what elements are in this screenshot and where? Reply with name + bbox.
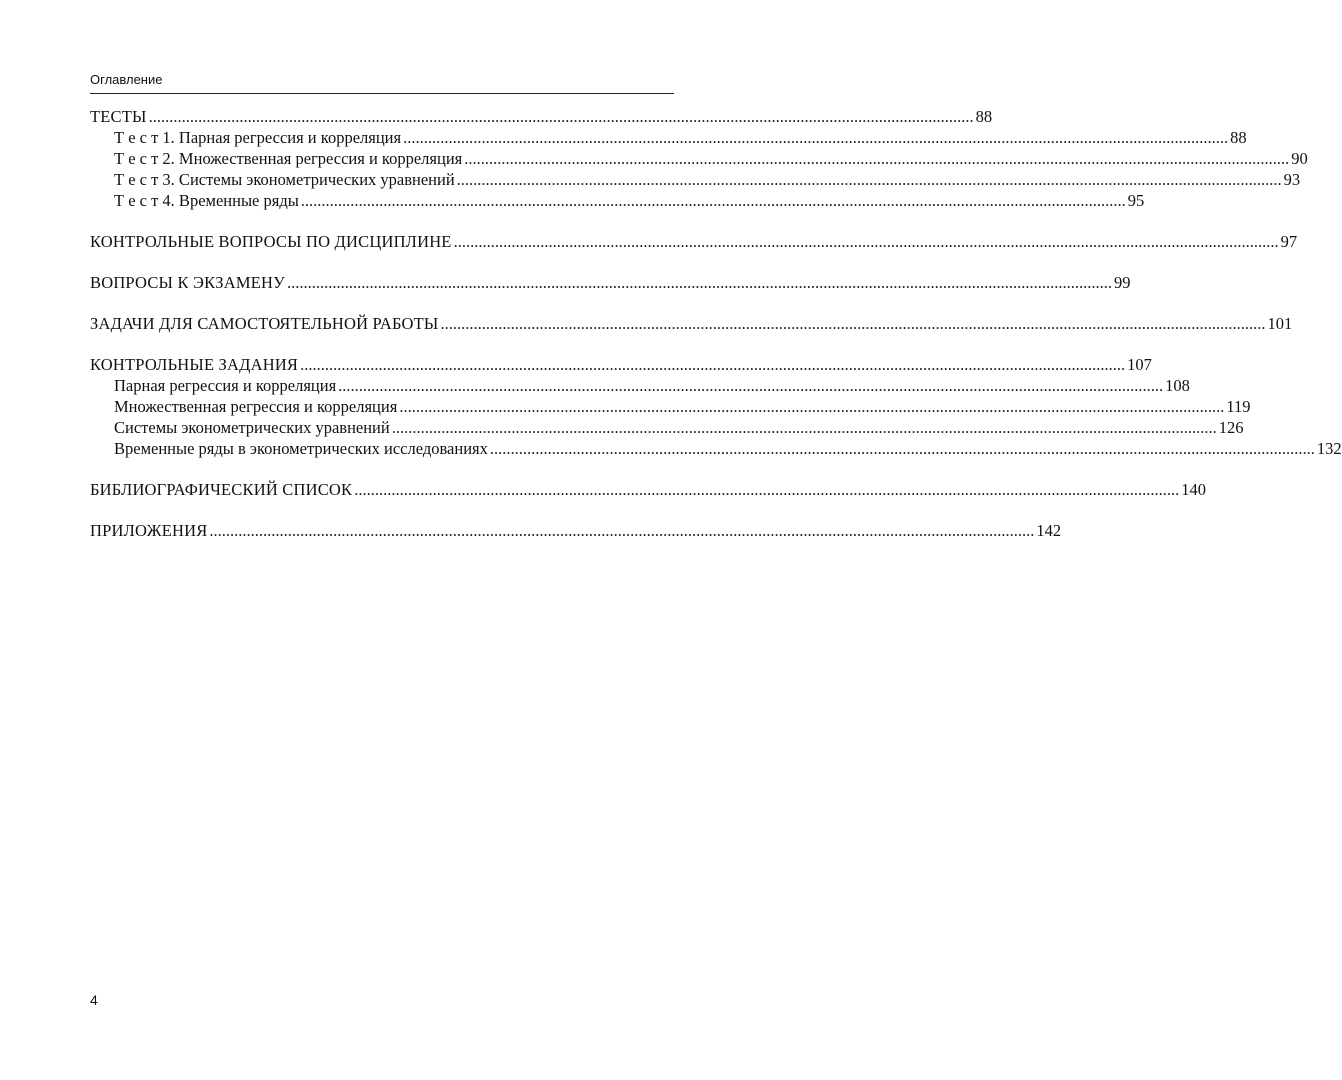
toc-entry-page: 88: [1230, 128, 1247, 147]
running-title: Оглавление: [90, 72, 163, 87]
header-rule: [90, 93, 674, 94]
toc-entry-label: Т е с т 4. Временные ряды: [114, 191, 299, 210]
toc-entry-label: КОНТРОЛЬНЫЕ ЗАДАНИЯ: [90, 355, 299, 374]
toc-entry-page: 126: [1218, 418, 1244, 437]
dot-leader: ........................................................................................................................................................................................................: [456, 170, 1282, 189]
dot-leader: ........................................................................................................................................................................................................: [300, 355, 1126, 374]
toc-entry[interactable]: [90, 354, 1152, 375]
toc-entry[interactable]: [90, 106, 993, 127]
toc-entry[interactable]: [90, 272, 1131, 293]
dot-leader: ........................................................................................................................................................................................................: [148, 107, 974, 126]
toc-entry[interactable]: [90, 520, 1062, 541]
toc-entry-label: БИБЛИОГРАФИЧЕСКИЙ СПИСОК: [90, 480, 353, 499]
toc-entry-page: 142: [1036, 521, 1062, 540]
toc-entry-page: 97: [1280, 232, 1298, 251]
toc-entry-label: Множественная регрессия и корреляция: [114, 397, 398, 416]
dot-leader: ........................................................................................................................................................................................................: [354, 480, 1180, 499]
dot-leader: ........................................................................................................................................................................................................: [399, 397, 1225, 416]
toc-spacer: [90, 211, 674, 231]
toc-entry[interactable]: [90, 231, 1298, 252]
toc-entry-label: Т е с т 3. Системы эконометрических уравнений: [114, 170, 455, 189]
toc-entry-page: 132: [1316, 439, 1342, 458]
toc-spacer: [90, 500, 674, 520]
dot-leader: ........................................................................................................................................................................................................: [300, 191, 1126, 210]
dot-leader: ........................................................................................................................................................................................................: [338, 376, 1164, 395]
toc-subentry[interactable]: [90, 375, 1190, 396]
toc-subentry[interactable]: [90, 169, 1301, 190]
toc-entry-label: Временные ряды в эконометрических исследованиях: [114, 439, 488, 458]
toc-entry-page: 119: [1226, 397, 1251, 416]
toc-entry-page: 107: [1127, 355, 1152, 374]
toc-entry-page: 140: [1181, 480, 1206, 499]
dot-leader: ........................................................................................................................................................................................................: [453, 232, 1279, 251]
toc-entry-label: Т е с т 2. Множественная регрессия и корреляция: [114, 149, 463, 168]
page-number: 4: [90, 992, 98, 1008]
toc-spacer: [90, 293, 674, 313]
toc-subentry[interactable]: [90, 148, 1308, 169]
toc-subentry[interactable]: [90, 190, 1145, 211]
dot-leader: ........................................................................................................................................................................................................: [440, 314, 1266, 333]
toc-entry-label: Парная регрессия и корреляция: [114, 376, 337, 395]
toc-entry-label: ВОПРОСЫ К ЭКЗАМЕНУ: [90, 273, 286, 292]
toc-entry-label: Системы эконометрических уравнений: [114, 418, 390, 437]
toc-subentry[interactable]: [90, 127, 1247, 148]
toc-entry-label: КОНТРОЛЬНЫЕ ВОПРОСЫ ПО ДИСЦИПЛИНЕ: [90, 232, 452, 251]
toc-entry-page: 108: [1165, 376, 1190, 395]
dot-leader: ........................................................................................................................................................................................................: [391, 418, 1217, 437]
toc-entry-label: Т е с т 1. Парная регрессия и корреляция: [114, 128, 402, 147]
toc-entry-page: 88: [975, 107, 993, 126]
dot-leader: ........................................................................................................................................................................................................: [489, 439, 1315, 458]
dot-leader: ........................................................................................................................................................................................................: [287, 273, 1113, 292]
toc-entry[interactable]: [90, 479, 1206, 500]
toc-subentry[interactable]: [90, 438, 1342, 459]
toc-entry-page: 99: [1114, 273, 1131, 292]
toc-spacer: [90, 459, 674, 479]
dot-leader: ........................................................................................................................................................................................................: [403, 128, 1229, 147]
toc-entry-page: 95: [1127, 191, 1145, 210]
toc-entry-page: 101: [1267, 314, 1293, 333]
toc-spacer: [90, 252, 674, 272]
table-of-contents: [90, 106, 1342, 541]
toc-subentry[interactable]: [90, 396, 1251, 417]
toc-spacer: [90, 334, 674, 354]
toc-entry-page: 90: [1291, 149, 1308, 168]
toc-subentry[interactable]: [90, 417, 1244, 438]
dot-leader: ........................................................................................................................................................................................................: [209, 521, 1035, 540]
toc-entry-page: 93: [1283, 170, 1301, 189]
toc-entry[interactable]: [90, 313, 1293, 334]
toc-entry-label: ПРИЛОЖЕНИЯ: [90, 521, 208, 540]
toc-entry-label: ЗАДАЧИ ДЛЯ САМОСТОЯТЕЛЬНОЙ РАБОТЫ: [90, 314, 439, 333]
dot-leader: ........................................................................................................................................................................................................: [464, 149, 1290, 168]
toc-entry-label: ТЕСТЫ: [90, 107, 147, 126]
